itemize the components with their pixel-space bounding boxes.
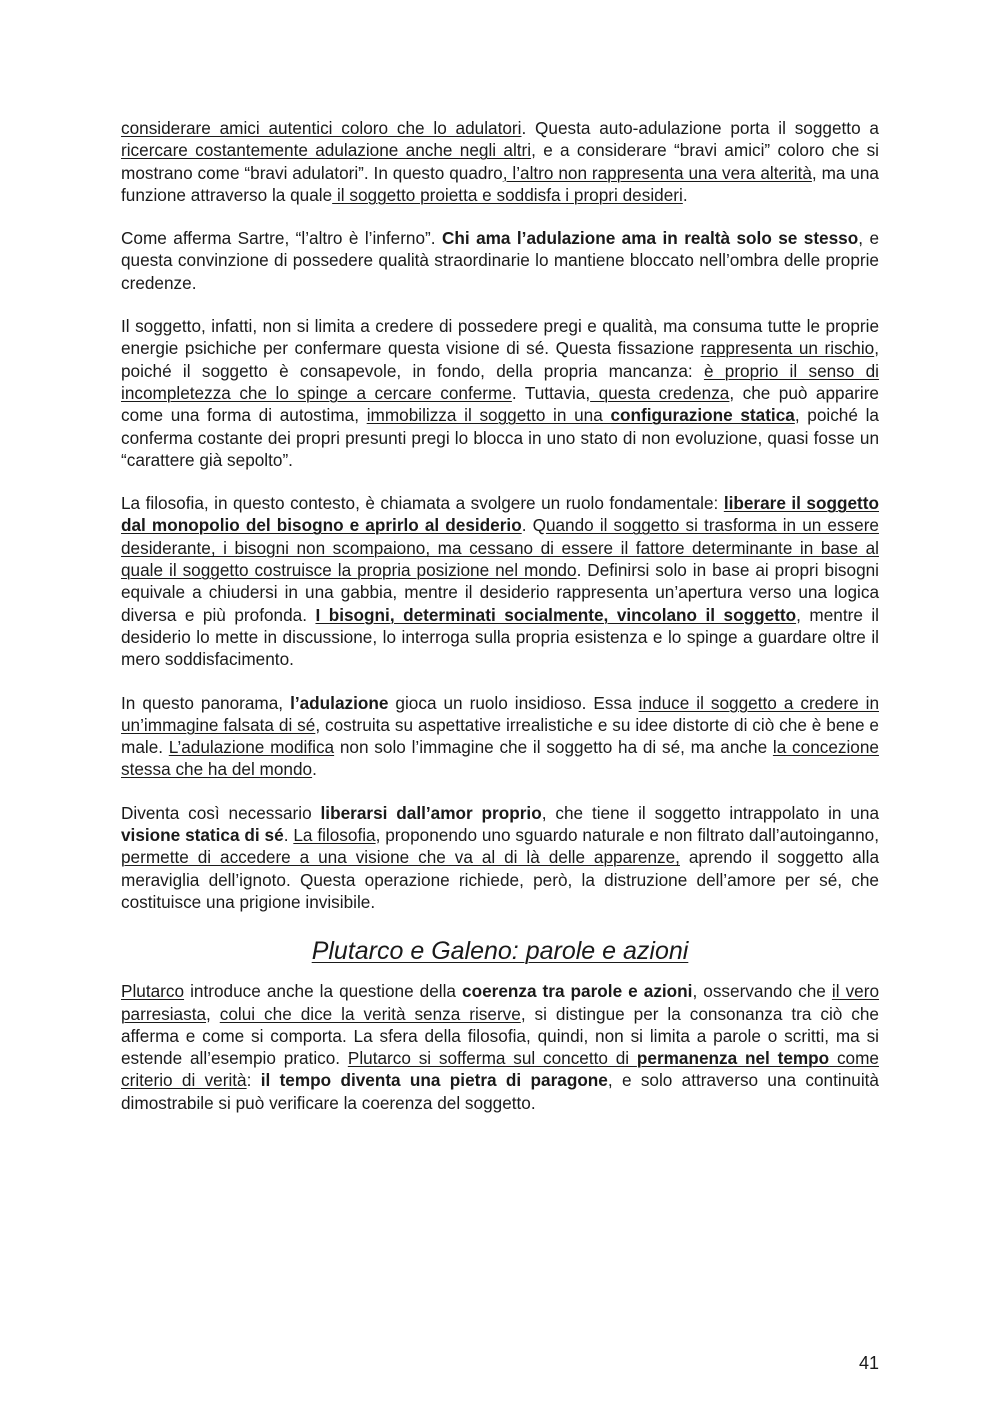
section-heading: Plutarco e Galeno: parole e azioni bbox=[311, 937, 689, 966]
bold-text: Chi ama l’adulazione ama in realtà solo se stesso bbox=[441, 228, 859, 249]
paragraph bbox=[121, 980, 879, 1114]
underlined-text: permanenza nel tempo bbox=[636, 1048, 830, 1069]
text-run: . Questa auto-adulazione porta il soggetto a bbox=[521, 118, 879, 138]
text-run: , che tiene il soggetto intrappolato in una bbox=[541, 802, 880, 823]
paragraph bbox=[121, 492, 879, 670]
underlined-text: è proprio il senso di incompletezza che lo spinge a cercare conferme bbox=[121, 360, 879, 403]
text-run: , e a considerare “bravi amici” coloro che si mostrano come “bravi adulatori”. In questo quadro bbox=[121, 140, 879, 183]
text-run: . bbox=[283, 825, 294, 846]
underlined-text: La filosofia bbox=[293, 825, 376, 846]
bold-text: visione statica di sé bbox=[121, 825, 284, 846]
paragraph bbox=[121, 802, 879, 913]
underlined-text: L’adulazione modifica bbox=[168, 737, 335, 758]
text-run: , bbox=[206, 1003, 220, 1024]
text-run: Diventa così necessario bbox=[121, 802, 321, 823]
text-run: , si distingue per la consonanza tra ciò che afferma e come si comporta. La sfera della filosofia, quindi, non si limita a parole o scritti, ma si estende all’esempio pratico. bbox=[121, 1003, 879, 1069]
underlined-text: Plutarco bbox=[121, 981, 185, 1002]
text-run: . Definirsi solo in base ai propri bisogni equivale a chiudersi in una gabbia, mentre il desiderio rappresenta un’apertura verso una logica diversa e più profonda. bbox=[121, 560, 880, 625]
text-run: In questo panorama, bbox=[121, 692, 291, 713]
underlined-text: immobilizza il soggetto in una bbox=[366, 405, 611, 426]
text-run: gioca un ruolo insidioso. Essa bbox=[388, 692, 639, 713]
bold-text: coerenza tra parole e azioni bbox=[462, 981, 693, 1002]
paragraph bbox=[121, 315, 879, 471]
underlined-text: induce il soggetto a credere in un’immagine falsata di sé bbox=[121, 692, 879, 735]
text-run: , poiché la conferma costante dei propri presunti pregi lo blocca in uno stato di non evoluzione, quasi fosse un “carattere già sepolto”. bbox=[121, 405, 879, 470]
underlined-text: il soggetto proietta e soddisfa i propri desideri bbox=[332, 184, 683, 205]
text-run: , e questa convinzione di possedere qualità straordinarie lo mantiene bloccato nell’ombra delle proprie credenze. bbox=[121, 228, 880, 293]
text-run: . Tuttavia, bbox=[511, 382, 591, 403]
text-run: . bbox=[312, 759, 317, 780]
text-run: : bbox=[246, 1070, 261, 1091]
paragraph bbox=[121, 227, 879, 294]
text-run: , e solo attraverso una continuità dimostrabile si può verificare la coerenza del soggetto. bbox=[121, 1070, 879, 1113]
text-run: . Q bbox=[521, 515, 546, 536]
underlined-text: ricercare costantemente adulazione anche negli altri bbox=[121, 140, 532, 161]
bold-text: il tempo diventa una pietra di paragone bbox=[260, 1070, 608, 1091]
underlined-text: permette di accedere a una visione che va al di là delle apparenze, bbox=[121, 847, 680, 868]
text-run: , proponendo uno sguardo naturale e non filtrato dall’autoinganno, bbox=[375, 825, 879, 846]
underlined-text: , l’altro non rappresenta una vera alterità bbox=[502, 162, 812, 183]
underlined-text: rappresenta un rischio bbox=[700, 338, 875, 359]
underlined-text: questa credenza bbox=[590, 382, 730, 403]
underlined-text: liberare il soggetto dal monopolio del bisogno e aprirlo al desiderio bbox=[121, 493, 879, 536]
underlined-text: considerare amici autentici coloro che lo adulatori bbox=[121, 118, 522, 138]
underlined-text: I bisogni, determinati socialmente, vincolano il soggetto bbox=[315, 604, 797, 625]
page-body bbox=[121, 117, 879, 1135]
text-run: , osservando che bbox=[692, 981, 832, 1002]
text-run: , mentre il desiderio lo mette in discussione, lo interroga sulla propria esistenza e lo spinge a guardare oltre il mero soddisfacimento. bbox=[121, 604, 879, 670]
text-run: , poiché il soggetto è consapevole, in fondo, della propria mancanza: bbox=[121, 338, 879, 381]
text-run: Come afferma Sartre, “l’altro è l’inferno”. bbox=[121, 228, 442, 249]
underlined-text: uando il soggetto si trasforma in un essere desiderante, i bisogni non scompaiono, ma cessano di essere il fattore determinante in base al quale il soggetto costruisce la propria posizione nel mondo bbox=[121, 515, 879, 581]
text-run: . bbox=[682, 184, 688, 205]
underlined-text: il vero parresiasta bbox=[121, 981, 880, 1024]
underlined-text: configurazione statica bbox=[610, 405, 795, 426]
text-run: Il soggetto, infatti, non si limita a credere di possedere pregi e qualità, ma consuma tutte le proprie energie psichiche per confermare questa visione di sé. Questa fissazione bbox=[121, 316, 879, 359]
text-run: non solo l’immagine che il soggetto ha di sé, ma anche bbox=[334, 737, 773, 758]
text-run: introduce anche la questione della bbox=[184, 981, 463, 1002]
underlined-text: Plutarco si sofferma sul concetto di bbox=[347, 1048, 637, 1069]
text-run: La filosofia, in questo contesto, è chiamata a svolgere un ruolo fondamentale: bbox=[121, 493, 724, 514]
underlined-text: colui che dice la verità senza riserve bbox=[219, 1003, 521, 1024]
underlined-text: la concezione stessa che ha del mondo bbox=[121, 737, 879, 780]
bold-text: liberarsi dall’amor proprio bbox=[320, 802, 542, 823]
section-paragraphs bbox=[121, 980, 879, 1114]
bold-text: l’adulazione bbox=[290, 692, 389, 713]
text-run: aprendo il soggetto alla meraviglia dell’ignoto. Questa operazione richiede, però, la distruzione dell’amore per sé, che costituisce una prigione invisibile. bbox=[121, 847, 880, 912]
text-run: , costruita su aspettative irrealistiche e su idee distorte di ciò che è bene e male. bbox=[121, 714, 879, 758]
text-run: , che può apparire come una forma di autostima, bbox=[121, 382, 879, 426]
body-paragraphs bbox=[121, 117, 879, 913]
paragraph bbox=[121, 692, 879, 781]
paragraph bbox=[121, 117, 879, 206]
text-run: , ma una funzione attraverso la quale bbox=[121, 162, 879, 205]
underlined-text: come criterio di verità bbox=[121, 1048, 879, 1091]
page-number: 41 bbox=[858, 1353, 879, 1373]
